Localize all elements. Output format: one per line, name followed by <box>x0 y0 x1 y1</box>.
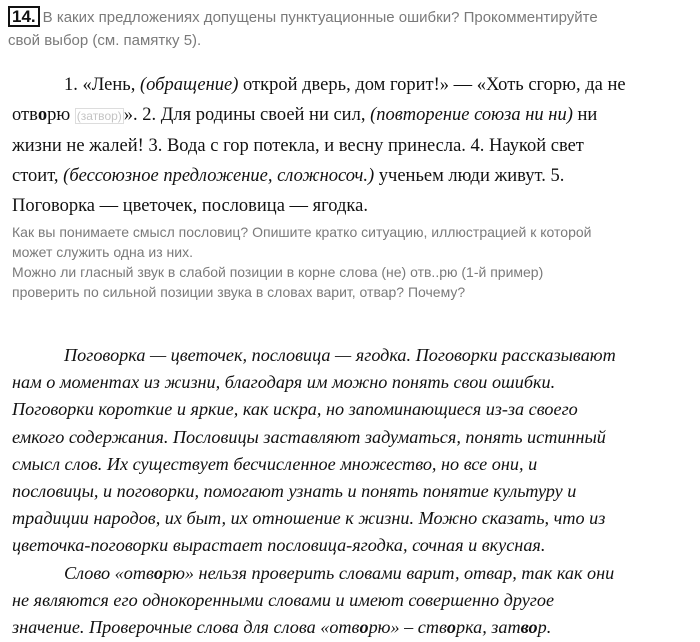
accent-letter: о <box>359 617 369 638</box>
text-run: ». 2. Для родины своей ни сил, <box>123 105 371 125</box>
text-run: о <box>104 109 112 123</box>
text-run: (затв <box>76 109 105 123</box>
text-run: ученьем люди живут. 5. <box>374 166 565 186</box>
essay-line-10: не являются его однокоренными словами и имеют совершенно другое <box>12 589 555 610</box>
text-run: р) <box>111 109 122 123</box>
sentence-line-1 <box>12 70 694 100</box>
task-line-1 <box>8 6 688 29</box>
essay-line-6: пословицы, и поговорки, помогают узнать и понять понятие культуру и <box>12 481 577 502</box>
accent-letter: во <box>520 617 538 638</box>
text-run: рка, зат <box>455 617 521 638</box>
essay-line-3: Поговорки короткие и яркие, как искра, но запоминающиеся из-за своего <box>12 399 578 420</box>
question-line-4: проверить по сильной позиции звука в словах варит, отвар? Почему? <box>12 284 466 300</box>
essay-line-8: цветочка-поговорки вырастает пословица-ягодка, сочная и вкусная. <box>12 535 546 556</box>
text-run: рю» нельзя проверить словами варит, отвар, так как они <box>162 562 615 583</box>
essay-line-1: Поговорка — цветочек, пословица — ягодка. Поговорки рассказывают <box>64 345 616 365</box>
accent-letter: о <box>153 562 163 583</box>
answer-essay <box>12 342 696 641</box>
text-run: стоит, <box>12 166 64 186</box>
sentence-line-4 <box>12 161 694 191</box>
task-header <box>8 6 688 52</box>
text-run: рю» – ств <box>368 617 447 638</box>
comment-text: (обращение) <box>139 75 239 95</box>
faint-check-word <box>75 108 124 124</box>
comment-text: (повторение союза ни ни) <box>370 105 573 125</box>
question-line-3: Можно ли гласный звук в слабой позиции в корне слова (не) отв..рю (1-й пример) <box>12 264 544 280</box>
sentence-line-5: Поговорка — цветочек, пословица — ягодка. <box>12 196 368 216</box>
essay-line-2: нам о моментах из жизни, благодаря им можно понять свои ошибки. <box>12 372 556 393</box>
question-line-2: может служить одна из них. <box>12 244 193 260</box>
text-run: отв <box>12 105 38 125</box>
text-run: значение. Проверочные слова для слова «отв <box>12 617 360 638</box>
essay-line-5: смысл слов. Их существует бесчисленное множество, но все они, и <box>12 453 538 474</box>
text-run: ни <box>572 105 598 125</box>
text-run: открой дверь, дом горит!» — «Хоть сгорю, да не <box>238 75 626 95</box>
question-line-1: Как вы понимаете смысл пословиц? Опишите кратко ситуацию, иллюстрацией к которой <box>12 224 592 240</box>
text-run: Слово «отв <box>64 562 154 583</box>
sentence-line-2 <box>12 100 694 131</box>
comment-text: (бессоюзное предложение, сложносоч.) <box>63 166 375 186</box>
accent-letter: о <box>37 105 48 125</box>
task-text-1: В каких предложениях допущены пунктуационные ошибки? Прокомментируйте <box>42 9 598 26</box>
essay-line-9 <box>12 560 696 587</box>
text-run: рю <box>47 105 75 125</box>
task-sentences <box>12 70 694 221</box>
accent-letter: о <box>446 617 456 638</box>
sentence-line-3: жизни не жалей! 3. Вода с гор потекла, и весну принесла. 4. Наукой свет <box>12 136 584 156</box>
text-run: 1. «Лень, <box>64 75 140 95</box>
essay-line-11 <box>12 614 696 641</box>
questions-block <box>12 222 692 302</box>
essay-line-4: емкого содержания. Пословицы заставляют задуматься, понять истинный <box>12 426 606 447</box>
text-run: р. <box>537 617 552 638</box>
task-line-2: свой выбор (см. памятку 5). <box>8 32 202 49</box>
task-number: 14. <box>8 6 40 27</box>
essay-line-7: традиции народов, их быт, их отношение к жизни. Можно сказать, что из <box>12 508 606 529</box>
